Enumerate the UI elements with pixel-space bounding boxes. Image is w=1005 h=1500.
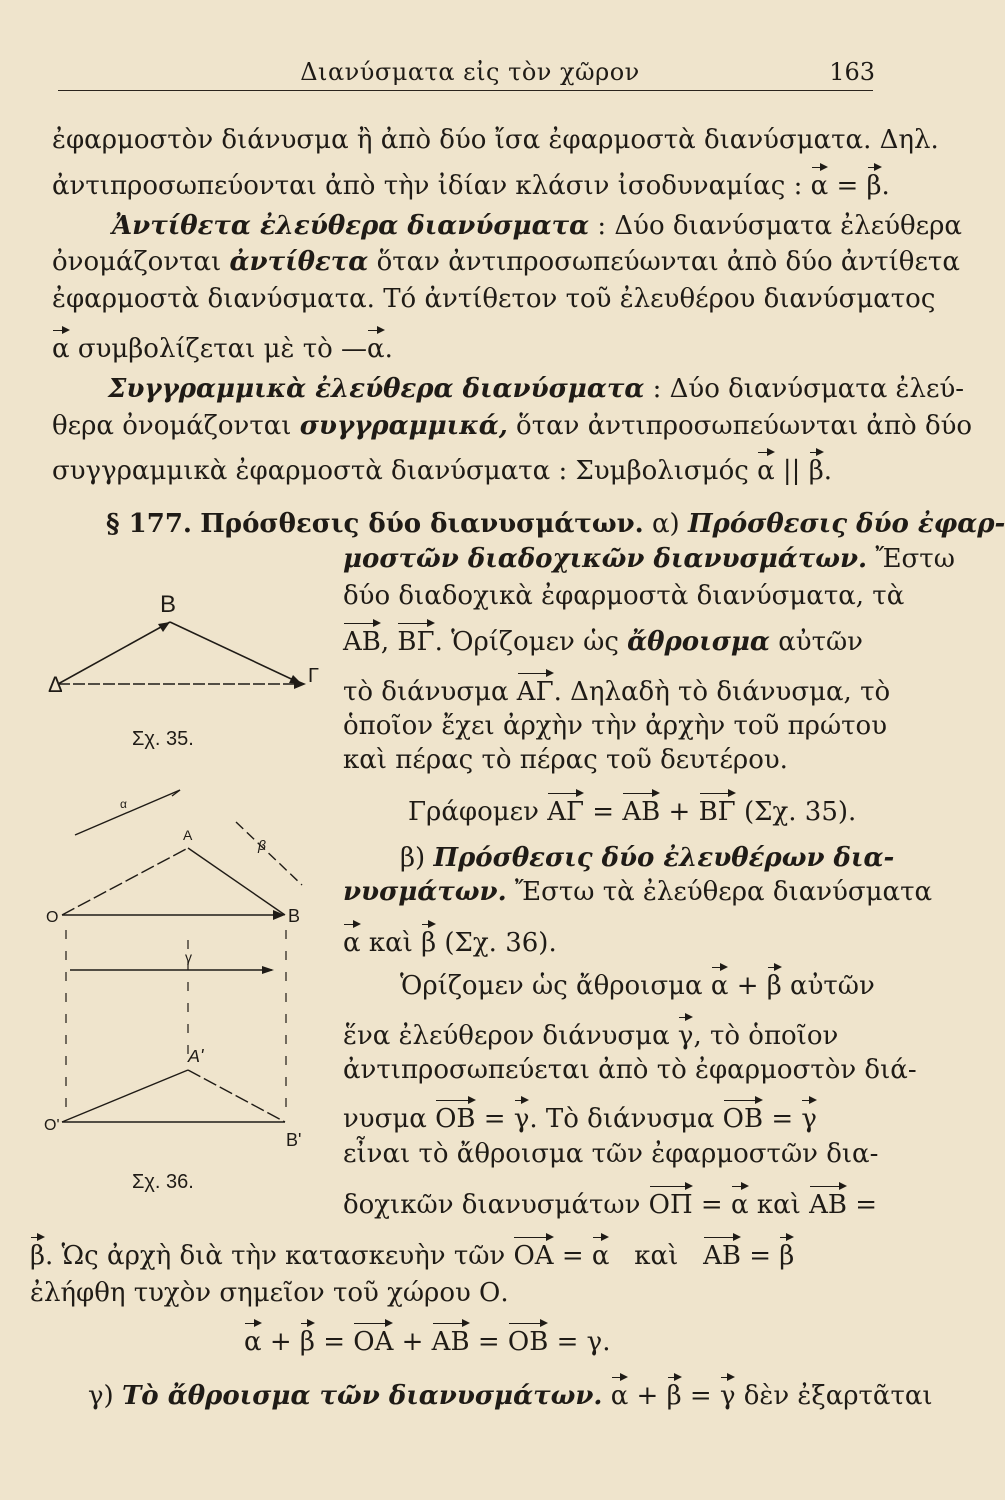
text-line-28: ἐλήφθη τυχὸν σημεῖον τοῦ χώρου Ο.	[30, 1278, 509, 1308]
fig36-label-a: Α	[183, 827, 193, 843]
fig36-label-b: Β	[288, 906, 301, 926]
text-line-13: ΑΒ, ΒΓ. Ὁρίζομεν ὡς ἄθροισμα αὐτῶν	[343, 627, 863, 657]
text-line-3: Ἀντίθετα ἐλεύθερα διανύσματα : Δύο διανύσματα ἐλεύθερα	[112, 211, 962, 241]
text-line-6: α συμβολίζεται μὲ τὸ —α.	[52, 334, 393, 364]
text-line-24: νυσμα ΟΒ = γ. Τὸ διάνυσμα ΟΒ = γ	[343, 1104, 817, 1134]
fig36-label-b-prime: Β'	[286, 1130, 302, 1150]
fig35-vector-bg	[170, 622, 302, 684]
text-line-9: συγγραμμικὰ ἐφαρμοστὰ διανύσματα : Συμβολισμός α || β.	[52, 456, 832, 486]
text-line-11: μοστῶν διαδοχικῶν διανυσμάτων. Ἔστω	[343, 544, 955, 574]
text-line-22: ἕνα ἐλεύθερον διάνυσμα γ, τὸ ὁποῖον	[343, 1021, 839, 1051]
text-line-29: α + β = ΟΑ + ΑΒ = ΟΒ = γ.	[244, 1327, 611, 1357]
figure-35	[40, 580, 340, 755]
text-line-25: εἶναι τὸ ἄθροισμα τῶν ἐφαρμοστῶν δια-	[343, 1139, 879, 1169]
text-line-16: καὶ πέρας τὸ πέρας τοῦ δευτέρου.	[343, 745, 788, 775]
fig36-caption: Σχ. 36.	[132, 1171, 194, 1193]
text-line-14: τὸ διάνυσμα ΑΓ. Δηλαδὴ τὸ διάνυσμα, τὸ	[343, 677, 891, 707]
text-line-1: ἐφαρμοστὸν διάνυσμα ἢ ἀπὸ δύο ἴσα ἐφαρμοστὰ διανύσματα. Δηλ.	[52, 125, 939, 155]
fig36-vector-a1b1	[188, 1070, 285, 1122]
text-line-5: ἐφαρμοστὰ διανύσματα. Τό ἀντίθετον τοῦ ἐλευθέρου διανύσματος	[52, 284, 936, 314]
text-line-2: ἀντιπροσωπεύονται ἀπὸ τὴν ἰδίαν κλάσιν ἰσοδυναμίας : α = β.	[52, 171, 890, 201]
fig35-arrowhead-sum	[294, 679, 306, 689]
text-line-23: ἀντιπροσωπεύεται ἀπὸ τὸ ἐφαρμοστὸν διά-	[343, 1055, 917, 1085]
fig36-label-o-prime: Ο'	[44, 1117, 60, 1134]
fig36-vector-o1a1	[62, 1070, 188, 1122]
figure-36	[40, 770, 340, 1200]
page-number: 163	[829, 58, 875, 86]
text-line-4: ὀνομάζονται ἀντίθετα ὅταν ἀντιπροσωπεύωνται ἀπὸ δύο ἀντίθετα	[52, 247, 960, 277]
text-line-27: β. Ὡς ἀρχὴ διὰ τὴν κατασκευὴν τῶν ΟΑ = α καὶ ΑΒ = β	[30, 1241, 795, 1271]
text-line-21: Ὁρίζομεν ὡς ἄθροισμα α + β αὐτῶν	[400, 971, 875, 1001]
fig36-label-o: Ο	[46, 909, 59, 926]
text-line-7: Συγγραμμικὰ ἐλεύθερα διανύσματα : Δύο διανύσματα ἐλεύ-	[108, 374, 965, 404]
text-line-26: δοχικῶν διανυσμάτων ΟΠ = α καὶ ΑΒ =	[343, 1190, 878, 1220]
fig36-label-alpha: α	[120, 797, 127, 811]
fig35-label-b: Β	[160, 591, 177, 618]
fig36-vector-ab	[188, 848, 285, 915]
fig35-label-d: Δ	[48, 672, 63, 697]
fig36-arrowhead-gamma	[262, 966, 274, 974]
fig36-free-vector-alpha	[75, 790, 180, 835]
running-header-title: Διανύσματα εἰς τὸν χῶρον	[300, 58, 640, 86]
fig36-vector-oa	[62, 848, 188, 915]
text-line-12: δύο διαδοχικὰ ἐφαρμοστὰ διανύσματα, τὰ	[343, 581, 905, 611]
text-line-30: γ) Τὸ ἄθροισμα τῶν διανυσμάτων. α + β = γ δὲν ἐξαρτᾶται	[88, 1381, 933, 1411]
fig35-label-g: Γ	[308, 665, 320, 687]
header-rule	[58, 90, 873, 91]
text-line-18: β) Πρόσθεσις δύο ἐλευθέρων δια-	[400, 843, 895, 873]
section-177-heading: § 177. Πρόσθεσις δύο διανυσμάτων. α) Πρόσθεσις δύο ἐφαρ-	[106, 509, 1005, 539]
fig36-label-beta: β	[258, 837, 266, 853]
fig35-caption: Σχ. 35.	[132, 728, 194, 750]
text-line-8: θερα ὀνομάζονται συγγραμμικά, ὅταν ἀντιπροσωπεύωνται ἀπὸ δύο	[52, 411, 973, 441]
text-line-17: Γράφομεν ΑΓ = ΑΒ + ΒΓ (Σχ. 35).	[408, 797, 857, 827]
fig36-free-vector-beta	[236, 822, 302, 885]
text-line-19: νυσμάτων. Ἔστω τὰ ἐλεύθερα διανύσματα	[343, 877, 933, 907]
fig36-label-a-prime: Α'	[188, 1046, 204, 1066]
fig36-label-gamma: γ	[185, 949, 192, 965]
text-line-20: α καὶ β (Σχ. 36).	[343, 928, 557, 958]
fig35-vector-db	[58, 622, 170, 684]
text-line-15: ὁποῖον ἔχει ἀρχὴν τὴν ἀρχὴν τοῦ πρώτου	[343, 711, 887, 741]
